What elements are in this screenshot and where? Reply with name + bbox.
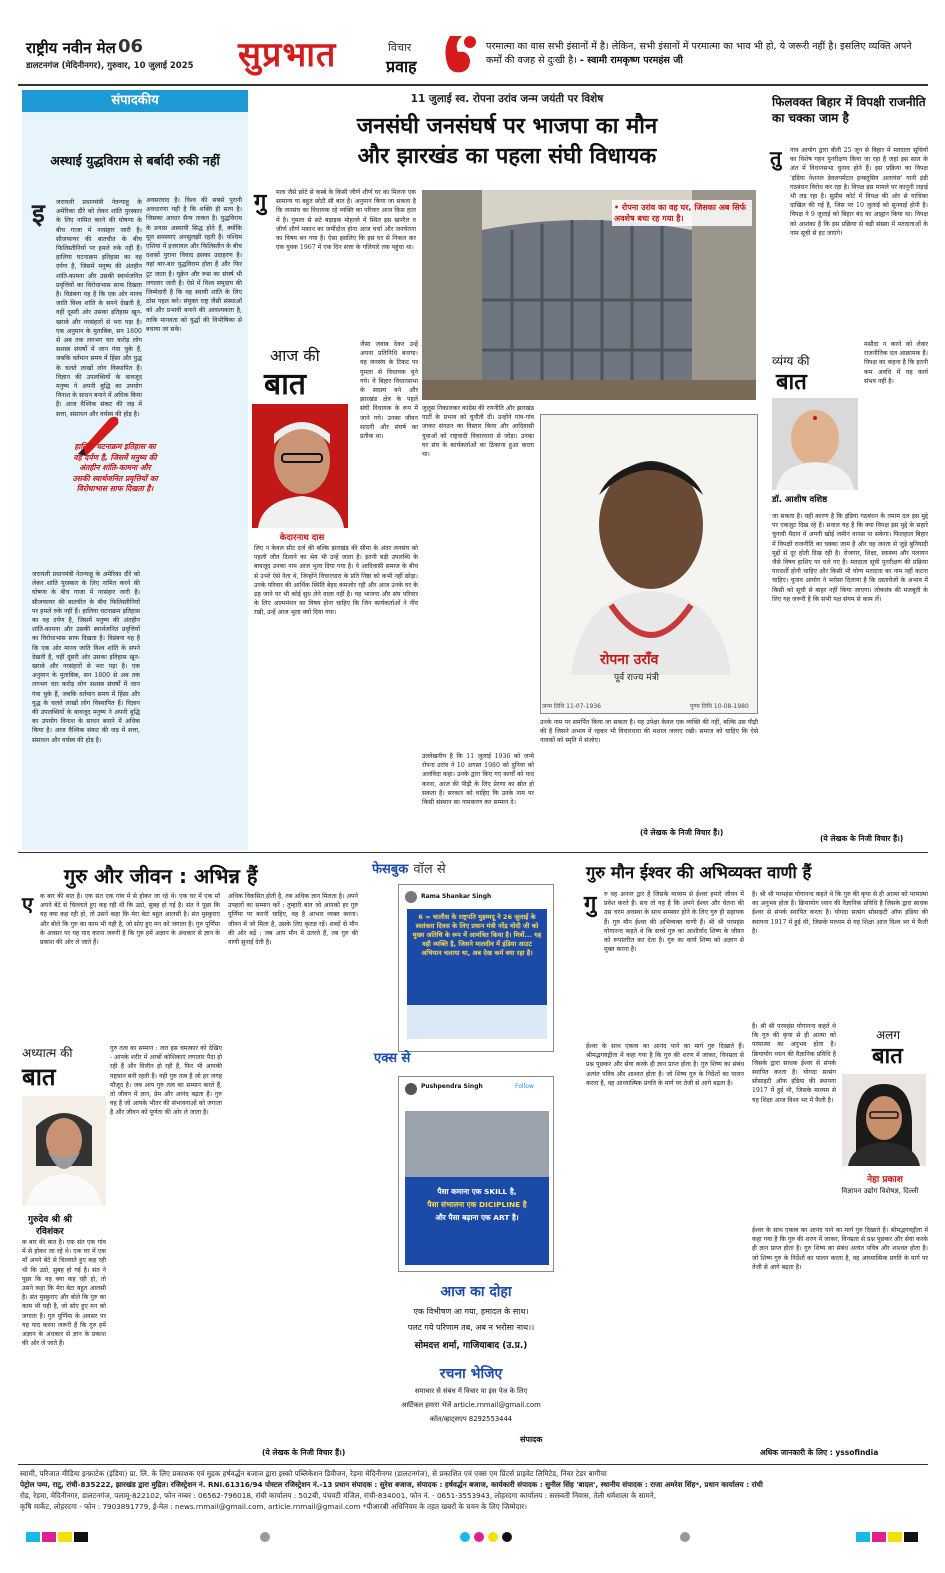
bihar-disclaimer: (ये लेखक के निजी विचार हैं।) <box>820 834 904 843</box>
portrait-name: रोपना उराँव <box>600 652 659 668</box>
editorial-title: अस्थाई युद्धविराम से बर्बादी रुकी नहीं <box>50 153 220 168</box>
lead-body-5: उल्लेखनीय है कि 11 जुलाई 1936 को जन्मे रोपना उरांव ने 10 अगस्त 1980 को दुनिया को अलविदा कहा। उनके द्वारा किए गए कार्यों को याद करना, आज की पीढ़ी के लिए प्रेरणा का स्रोत हो सकता है। सरकार को चाहिए कि उनके नाम पर किसी संस्थान का नामकरण कर सम्मान दे। <box>422 753 534 807</box>
portrait-role: पूर्व राज्य मंत्री <box>614 673 659 683</box>
author-photo-kedarnath <box>252 404 348 528</box>
guru-god-drop-cap: गु <box>584 892 597 917</box>
thought-quote <box>486 40 926 68</box>
reg-dot-3 <box>474 1532 484 1542</box>
paper-name: राष्ट्रीय नवीन मेल <box>26 39 116 57</box>
author-photo-neha <box>842 1074 926 1166</box>
bihar-drop-cap: तु <box>770 146 782 170</box>
lead-body-2: जैसा जवाब देकर उन्हें अपना प्रतिनिधि बनाया। वह जनसंघ के टिकट पर गुमला से विधायक चुने गये। वे बिहार विधानसभा के सदस्य बने और झारखंड क्षेत्र के पहले संघी विधायक के रूप में जाने गये। उनका जीवन सादगी और संघर्ष का प्रतीक था। <box>360 341 418 441</box>
invite-line-3: कॉल/व्हाट्सएप 8292553444 <box>429 1415 513 1423</box>
doha-line-2: पलट गये परिणाम तब, अब न भरोसा नाथ।। <box>407 1323 535 1332</box>
fb-username: Rama Shankar Singh <box>421 893 492 900</box>
portrait-death-date: पुण्य तिथि 10-08-1980 <box>690 703 749 710</box>
quote-mark-icon <box>440 30 480 78</box>
lead-headline-1: जनसंघी जनसंघर्ष पर भाजपा का मौन <box>356 114 658 139</box>
bihar-byline-label: व्यंग्य की <box>772 354 810 368</box>
facebook-post-card <box>398 884 554 1052</box>
guru-life-body-1: क बार की बात है। एक संत एक गांव में से होकर जा रहे थे। एक घर में एक माँ अपने बेटे से चिल्लाते हुए कह रही थी कि उठो, सुबह हो गई है। संत ने पूछा कि यह क्या कह रही हो, तो उसने कहा कि मेरा बेटा बहुत आलसी है। संत मुस्कुराए और बोले कि गुरु का काम भी यही है, जो सोए हुए मन को जगाता है। गुरु पूर्णिमा के अवसर पर यह याद करना जरूरी है कि गुरु हमें अज्ञान के अंधकार से ज्ञान के प्रकाश की ओर ले जाते हैं। <box>40 893 220 947</box>
x-slogan-2: पैसा संभालना एक DICIPLINE है <box>427 1200 527 1209</box>
reg-cyan <box>26 1532 40 1542</box>
reg-dot-4 <box>488 1532 498 1542</box>
reg-black-2 <box>904 1532 918 1542</box>
lead-drop-cap: गु <box>254 190 267 215</box>
doha-title: आज का दोहा <box>440 1284 512 1300</box>
ropna-oraon-portrait <box>540 414 758 714</box>
byline-aaj-ki: आज की <box>270 346 320 365</box>
byline-baat: बात <box>264 367 306 402</box>
fb-post-image <box>407 1005 547 1039</box>
editorial-body-col1b: जरायली प्रधानमंत्री नेतन्याहू के अमेरिका दौरे को लेकर शांति पुरस्कार के लिए नामित करने की घोषणा के बीच गाजा में नरसंहार जारी है। सीजफायर की बातचीत के बीच फिलिस्तीनियों पर हमले रुके नहीं हैं। हालिया घटनाक्रम इतिहास का वह दर्पण है, जिसमें मनुष्य की अंतहीन शांति-कामना और उसकी स्वार्थजनित प्रवृत्तियों का विरोधाभास साफ दिखता है। विडंबना यह है कि एक ओर मानव जाति विश्व शांति के सपने देखती है, वहीं दूसरी ओर उसका इतिहास खून-खराबे और नरसंहारों से भरा पड़ा है। एक अनुमान के मुताबिक, सन 1800 से अब तक लगभग चार करोड़ लोग सशस्त्र संघर्षों में जान गंवा चुके हैं, जबकि वर्तमान समय में हिंसा और युद्ध के चलते लाखों लोग विस्थापित हैं। विज्ञान की उपलब्धियों के बावजूद मनुष्य ने अपनी बुद्धि का उपयोग विनाश के साधन बनाने में अधिक किया है। आज वैश्विक संकट की जड़ में सत्ता, संसाधन और वर्चस्व की होड़ है। <box>32 571 140 744</box>
bihar-body-3: जा सकता है। यही कारण है कि इंडिया गठबंधन के तमाम दल इस मुद्दे पर एकजुट दिख रहे हैं। सवाल यह है कि क्या विपक्ष इस मुद्दे के सहारे चुनावी मैदान में अपनी खोई जमीन वापस पा सकेगा। फिलहाल बिहार में विपक्षी राजनीति का चक्का जाम है और वह जनता से जुड़े बुनियादी मुद्दों से दूर होती दिख रही है। रोजगार, शिक्षा, स्वास्थ्य और पलायन जैसे विषय हाशिए पर चले गए हैं। मतदाता सूची पुनरीक्षण की प्रक्रिया पारदर्शी होनी चाहिए और किसी भी योग्य मतदाता का नाम नहीं कटना चाहिए। चुनाव आयोग ने भरोसा दिलाया है कि दस्तावेजों के अभाव में किसी को सूची से बाहर नहीं किया जाएगा। लोकतंत्र की मजबूती के लिए यह जरूरी है कि सभी पक्ष संयम से काम लें। <box>772 513 928 603</box>
x-avatar <box>405 1083 417 1095</box>
guru-life-disclaimer: (ये लेखक के निजी विचार हैं।) <box>262 1448 346 1457</box>
imprint-line-2: पेट्रोल पम्प, राटू, रांची-835222, झारखंड द्वारा मुद्रित। रजिस्ट्रेशन नं. RNI.61316/94 पोस्टल रजिस्ट्रेशन नं.-13 प्रधान संपादक : सुरेश बजाज, संपादक : हर्षवर्द्धन बजाज, कार्यकारी संपादक : सुनील सिंह 'बादल', स्थानीय संपादक : राजा अमरेश सिंह*, प्रधान कार्यालय : रांची <box>20 1480 763 1489</box>
bihar-body-2: मसौदा न करने को लेकर राजनीतिक दल आक्रामक हैं। विपक्ष का कहना है कि इतनी कम अवधि में यह कार्य संभव नहीं है। <box>864 341 928 385</box>
guru-god-byline-label: अलग <box>876 1028 901 1042</box>
lead-body-6: उनके नाम पर समर्पित किया जा सकता है। यह उपेक्षा केवल एक व्यक्ति की नहीं, बल्कि उस पीढ़ी की है जिसने अभाव में रहकर भी विचारधारा की मशाल जलाए रखी। समाज को चाहिए कि ऐसे नायकों को स्मृति में संजोए। <box>540 719 758 745</box>
guru-god-body-2: ईश्वर के साथ एकत्व का आनंद पाने का मार्ग गुरु दिखाते हैं। श्रीमद्भगवद्गीता में कहा गया है कि गुरु की शरण में जाकर, विनम्रता से प्रश्न पूछकर और सेवा करके ही ज्ञान प्राप्त होता है। गुरु शिष्य का संबंध अत्यंत पवित्र और शाश्वत होता है। जो शिष्य गुरु के निर्देशों का पालन करता है, वह आध्यात्मिक प्रगति के मार्ग पर तेजी से आगे बढ़ता है। <box>586 1043 744 1087</box>
facebook-label-2: वॉल से <box>413 862 446 877</box>
guru-god-title: गुरु मौन ईश्वर की अभिव्यक्त वाणी हैं <box>586 863 812 882</box>
editorial-body-col1: जरायली प्रधानमंत्री नेतन्याहू के अमेरिका दौरे को लेकर शांति पुरस्कार के लिए नामित करने की घोषणा के बीच गाजा में नरसंहार जारी है। सीजफायर की बातचीत के बीच फिलिस्तीनियों पर हमले रुके नहीं हैं। हालिया घटनाक्रम इतिहास का वह दर्पण है, जिसमें मनुष्य की अंतहीन शांति-कामना और उसकी स्वार्थजनित प्रवृत्तियों का विरोधाभास साफ दिखता है। विडंबना यह है कि एक ओर मानव जाति विश्व शांति के सपने देखती है, वहीं दूसरी ओर उसका इतिहास खून-खराबे और नरसंहारों से भरा पड़ा है। एक अनुमान के मुताबिक, सन 1800 से अब तक लगभग चार करोड़ लोग सशस्त्र संघर्षों में जान गंवा चुके हैं, जबकि वर्तमान समय में हिंसा और युद्ध के चलते लाखों लोग विस्थापित हैं। विज्ञान की उपलब्धियों के बावजूद मनुष्य ने अपनी बुद्धि का उपयोग विनाश के साधन बनाने में अधिक किया है। आज वैश्विक संकट की जड़ में सत्ता, संसाधन और वर्चस्व की होड़ है। <box>56 199 142 418</box>
guru-life-drop-cap: ए <box>22 892 34 916</box>
quote-text: परमात्मा का वास सभी इंसानों में है। लेकिन, सभी इंसानों में परमात्मा का भाव भी हो, ये जरूरी नहीं है। इसलिए व्यक्ति अपने कर्मों की वजह से दुःखी है। <box>486 41 912 66</box>
dateline: डालटनगंज (मेदिनीनगर), गुरुवार, 10 जुलाई 2025 <box>26 61 194 71</box>
imprint-line-1: स्वामी, परिजात मीडिया इन्फ्राटेक (इंडिया) प्रा. लि. के लिए प्रकाशक एवं मुद्रक हर्षवर्द्धन बजाज द्वारा इस्को पब्लिकेशन डिवीजन, रेड़मा मेदिनीनगर (डालटनगंज), से प्रकाशित एवं एक्स एम प्रिंटर्स प्राइवेट लिमिटेड, निवर टेडर बागीचा <box>20 1469 607 1478</box>
editorial-section-header: संपादकीय <box>22 90 248 112</box>
guru-life-author-2: रविशंकर <box>36 1227 64 1237</box>
invite-line-1: समाचार से संबंध में विचार या इंस पेज के लिए <box>414 1387 528 1395</box>
doha-author: सोमदत्त शर्मा, गाजियाबाद (उ.प्र.) <box>414 1341 528 1351</box>
x-post-image <box>405 1111 549 1177</box>
reg-dot-6 <box>680 1532 690 1542</box>
guru-god-body-1: रु वह अनन्त द्वार है जिसके माध्यम से ईश्वर हमारे जीवन में प्रवेश करते हैं। सच तो यह है कि अपने ईश्वर और चेतना की उस चरम अवस्था के साथ समस्वर होने के लिए गुरु ही सहायक हैं। गुरु मौन ईश्वर की अभिव्यक्त वाणी हैं। श्री श्री परमहंस योगानन्द कहते थे कि सच्चे गुरु का आशीर्वाद शिष्य के जीवन को रूपांतरित कर देता है। गुरु का कार्य शिष्य को अज्ञान से मुक्त करना है। <box>604 891 744 954</box>
lead-kicker: 11 जुलाई स्व. रोपना उरांव जन्म जयंती पर विशेष <box>410 93 604 105</box>
guru-life-author-1: गुरुदेव श्री श्री <box>28 1215 72 1225</box>
quote-author: - स्वामी रामकृष्ण परमहंस जी <box>579 55 683 66</box>
reg-dot-2 <box>460 1532 470 1542</box>
lead-body-4: जुलूस निकालकर कांग्रेस की रणनीति और झारखंड पार्टी के प्रभाव को चुनौती दी। उन्होंने गांव-गांव जाकर संगठन का विस्तार किया और आदिवासी युवाओं को राष्ट्रवादी विचारधारा से जोड़ा। उनका घर संघ के कार्यकर्ताओं का ठिकाना हुआ करता था। <box>422 405 534 459</box>
guru-god-body-3: है। श्री श्री परमहंस योगानन्द कहते थे कि गुरु की कृपा से ही आत्मा को परमात्मा का अनुभव होता है। क्रियायोग ध्यान की वैज्ञानिक प्रविधि है जिसके द्वारा साधक ईश्वर से संपर्क स्थापित करता है। योगदा सत्संग सोसाइटी ऑफ इंडिया की स्थापना 1917 में हुई थी, जिसके माध्यम से यह शिक्षा आज विश्व भर में फैली है। <box>752 891 928 935</box>
x-follow-button[interactable]: Follow <box>515 1083 534 1090</box>
editorial-body-col2: अवसरवाद है। विश्व की सबसे पुरानी अवधारणा यही है कि शक्ति ही सत्य है। जिसका आधार सैन्य ताकत है। युद्धविराम के प्रयास अस्थायी सिद्ध होते हैं, क्योंकि मूल समस्याएं अनसुलझी रहती हैं। पश्चिम एशिया में इजरायल और फिलिस्तीन के बीच दशकों पुराना विवाद इसका उदाहरण है। वहां बार-बार युद्धविराम होता है और फिर टूट जाता है। यूक्रेन और रूस का संघर्ष भी लगातार जारी है। ऐसे में विश्व समुदाय की जिम्मेदारी है कि वह स्थायी शांति के लिए ठोस पहल करे। संयुक्त राष्ट्र जैसी संस्थाओं को और प्रभावी बनाने की आवश्यकता है, ताकि मानवता को युद्धों की विभीषिका से बचाया जा सके। <box>146 197 242 333</box>
imprint-line-4: कृषि मार्केट, लोहरदगा - फोन : 7903891779, ई-मेल : news.rnmail@gmail.com, article.rnmail@gmail.com *पीआरबी अधिनियम के तहत खबरों के चयन के लिए जिम्मेदार। <box>20 1502 527 1511</box>
lead-body-3: लिए न केवल सीट दर्ज की बल्कि झारखंड की सीमा के अंदर जनसंघ को पहली जीत दिलाने का श्रेय भी उन्हें जाता है। इतनी बड़ी उपलब्धि के बावजूद उनका नाम आज भुला दिया गया है। वे आदिवासी समाज के बीच से उभरे ऐसे नेता थे, जिन्होंने विचारधारा के प्रति निष्ठा को कभी नहीं छोड़ा। उनके परिवार की आर्थिक स्थिति बेहद कमजोर रही और आज उनके घर के ढह जाने पर भी कोई सुध लेने वाला नहीं है। यह भाजपा और संघ परिवार के लिए आत्ममंथन का विषय होना चाहिए कि जिन कार्यकर्ताओं ने नींव रखी, उन्हें आज भुला क्यों दिया गया। <box>254 545 418 617</box>
invite-title: रचना भेजिए <box>439 1366 503 1382</box>
imprint <box>20 1468 926 1512</box>
guru-god-footer-note: अधिक जानकारी के लिए : yssofindia <box>760 1448 879 1457</box>
author-photo-ravishankar <box>22 1096 106 1206</box>
guru-god-author: नेहा प्रकाश <box>867 1175 903 1185</box>
guru-god-byline-big: बात <box>872 1044 903 1069</box>
lead-disclaimer: (ये लेखक के निजी विचार हैं।) <box>640 828 724 837</box>
pravah-label: प्रवाह <box>386 57 417 76</box>
house-photo-caption: • रोपना उरांव का वह घर, जिसका अब सिर्फ अवशेष बचा रह गया है। <box>612 200 752 226</box>
page-number: 06 <box>118 36 144 57</box>
brand-title: सुप्रभात <box>238 35 337 75</box>
facebook-label <box>372 858 446 877</box>
x-post-card <box>398 1076 554 1272</box>
guru-life-body-3: अधिक विकसित होती है, तब अधिक ज्ञान मिलता है। अपने उपहारों का सम्मान करें : तुम्हारी बात जो आपको हर गुरु पूर्णिमा पर करनी चाहिए, वह है आभार व्यक्त करना। जीवन में जो मिला है, उसके लिए कृतज्ञ रहें। शब्दों से मौन की ओर बढ़ें : जब आप मौन में उतरते हैं, तब गुरु की वाणी सुनाई देती है। <box>228 893 358 947</box>
editorial-pull-quote: हालिया घटनाक्रम इतिहास का वह दर्पण है, जिसमें मनुष्य की अंतहीन शांति-कामना और उसकी स्वार्थजनित प्रवृत्तियों का विरोधाभास साफ दिखता है। <box>72 442 158 493</box>
portrait-birth-date: जन्म तिथि 11-07-1936 <box>542 703 601 710</box>
x-slogan-3: और पैसा बढ़ाना एक ART है। <box>435 1213 519 1222</box>
fb-avatar <box>405 891 417 903</box>
facebook-label-1: फेसबुक <box>372 862 409 877</box>
guru-life-byline-big: बात <box>22 1063 56 1091</box>
editorial-panel <box>22 90 248 850</box>
editorial-drop-cap: इ <box>32 199 45 229</box>
reg-yellow <box>58 1532 72 1542</box>
x-slogan-box <box>405 1177 549 1265</box>
lead-body-1: मला जैसे छोटे से कस्बे के किसी जीर्ण शीर्ण घर का मिलना एक सामान्य या बहुत छोटी सी बात है। अनुमान किया जा सकता है कि जनसंघ का विधायक रहे व्यक्ति का परिवार आज किस हाल में है। गुमला से सटे बड़ाइक मोहल्ले में स्थित इस खपरैल व जीर्ण शीर्ण मकान का जमींदोज होना आज चर्चा और जनचेतना का विषय बन गया है। ऐसा इसलिए कि इस घर से निकल कर एक युवक 1967 में एक दिन सत्ता के गलियारे तक पहुंचा था। <box>276 189 416 252</box>
bihar-body-1: नाव आयोग द्वारा बीती 25 जून से बिहार में मतदाता सूचियों का विशेष गहन पुनरीक्षण किया जा रहा है जहां इस साल के अंत में विधानसभा चुनाव होने हैं। इस प्रक्रिया का विपक्ष 'इंडिया नेशनल डेवलपमेंटल इन्क्लूसिव अलायंस' यानी इंडी गठबंधन विरोध कर रहा है। विपक्ष इस मामले पर कानूनी लड़ाई भी लड़ रहा है। सुप्रीम कोर्ट में विपक्ष की ओर से याचिका दाखिल की गई है, जिस पर 10 जुलाई को सुनवाई होनी है। विपक्ष ने 9 जुलाई को बिहार बंद का आह्वान किया था। विपक्ष को आशंका है कि इस प्रक्रिया से बड़ी संख्या में मतदाताओं के नाम सूची से हट जाएंगे। <box>790 147 928 237</box>
guru-life-body-1b: क बार की बात है। एक संत एक गांव में से होकर जा रहे थे। एक घर में एक माँ अपने बेटे से चिल्लाते हुए कह रही थी कि उठो, सुबह हो गई है। संत ने पूछा कि यह क्या कह रही हो, तो उसने कहा कि मेरा बेटा बहुत आलसी है। संत मुस्कुराए और बोले कि गुरु का काम भी यही है, जो सोए हुए मन को जगाता है। गुरु पूर्णिमा के अवसर पर यह याद करना जरूरी है कि गुरु हमें अज्ञान के अंधकार से ज्ञान के प्रकाश की ओर ले जाते हैं। <box>22 1239 106 1348</box>
vichar-label: विचार <box>388 41 412 54</box>
x-label: एक्स से <box>374 1051 411 1066</box>
imprint-line-3: रोड, रेड़मा, मेदिनीनगर, डालटनगंज, पलामू-822102, फोन नम्बर : 06562-796018, रांची कार्यालय : 502बी, पंचवटी मंजिल, रांची-834001, फोन नं. - 0651-3553943, लोहरदगा कार्यालय : सरस्वती निवास, तेली धर्मशाला के सामने, <box>20 1491 657 1500</box>
guru-life-body-2: गुरु तत्व का सम्मान : जरा इस चमत्कार को देखिए - आपके शरीर में अरबों कोशिकाएं लगातार पैदा हो रही हैं और विलीन हो रही हैं, फिर भी आपकी पहचान बनी रहती है। यही गुरु तत्व है जो हर जगह मौजूद है। जब आप गुरु तत्व का सम्मान करते हैं, तो जीवन में ज्ञान, प्रेम और आनंद बढ़ता है। गुरु वह है जो आपके भीतर की संभावनाओं को जगाता है और जीवन को पूर्णता की ओर ले जाता है। <box>110 1045 222 1117</box>
author-photo-ashish <box>772 398 858 490</box>
masthead <box>0 0 945 86</box>
author-name-kedarnath: केदारनाथ दास <box>279 533 325 543</box>
fb-post-text: 6 = चालीस के राष्ट्रपति मुहम्मदू ने 26 जुलाई के स्वतंत्रता दिवस के लिए प्रधान मंत्री नरेंद्र मोदी जी को मुख्य अतिथि के रूप में आमंत्रित किया है। मित्रों... यह वही व्यक्ति है, जिसने मालदीव में इंडिया आउट अभियान चलाया था, अब देख कर्म क्या रहा है। <box>407 909 547 1005</box>
reg-magenta-2 <box>872 1532 886 1542</box>
registration-strip <box>20 1532 926 1544</box>
bihar-byline-big: बात <box>776 370 807 395</box>
reg-black <box>74 1532 88 1542</box>
reg-dot-5 <box>502 1532 512 1542</box>
guru-god-body-3b: है। श्री श्री परमहंस योगानन्द कहते थे कि गुरु की कृपा से ही आत्मा को परमात्मा का अनुभव होता है। क्रियायोग ध्यान की वैज्ञानिक प्रविधि है जिसके द्वारा साधक ईश्वर से संपर्क स्थापित करता है। योगदा सत्संग सोसाइटी ऑफ इंडिया की स्थापना 1917 में हुई थी, जिसके माध्यम से यह शिक्षा आज विश्व भर में फैली है। <box>752 1023 836 1104</box>
reg-dot-1 <box>260 1532 270 1542</box>
guru-god-author-role: विज्ञापन उद्योग विशेषज्ञ, दिल्ली <box>841 1187 919 1195</box>
lead-headline-2: और झारखंड का पहला संघी विधायक <box>357 144 657 169</box>
guru-life-byline-label: अध्यात्म की <box>22 1046 73 1060</box>
reg-magenta <box>42 1532 56 1542</box>
x-slogan-1: पैसा कमाना एक SKILL है, <box>437 1187 517 1196</box>
invite-line-2: आर्टिकल हमारा भेजें article.rnmail@gmail.com <box>401 1401 541 1409</box>
doha-line-1: एक विभीषण आ गया, हमादल के साथ। <box>413 1307 529 1316</box>
reg-yellow-2 <box>888 1532 902 1542</box>
bihar-author-name: डॉ. आशीष वशिष्ठ <box>772 495 828 505</box>
guru-life-title: गुरु और जीवन : अभिन्न हैं <box>64 864 258 888</box>
reg-cyan-2 <box>856 1532 870 1542</box>
guru-god-body-2b: ईश्वर के साथ एकत्व का आनंद पाने का मार्ग गुरु दिखाते हैं। श्रीमद्भगवद्गीता में कहा गया है कि गुरु की शरण में जाकर, विनम्रता से प्रश्न पूछकर और सेवा करके ही ज्ञान प्राप्त होता है। गुरु शिष्य का संबंध अत्यंत पवित्र और शाश्वत होता है। जो शिष्य गुरु के निर्देशों का पालन करता है, वह आध्यात्मिक प्रगति के मार्ग पर तेजी से आगे बढ़ता है। <box>752 1227 928 1271</box>
bihar-title: फिलवक्त बिहार में विपक्षी राजनीति का चक्का जाम है <box>772 95 926 125</box>
x-username: Pushpendra Singh <box>421 1083 483 1090</box>
editor-sign: संपादक <box>520 1435 543 1444</box>
